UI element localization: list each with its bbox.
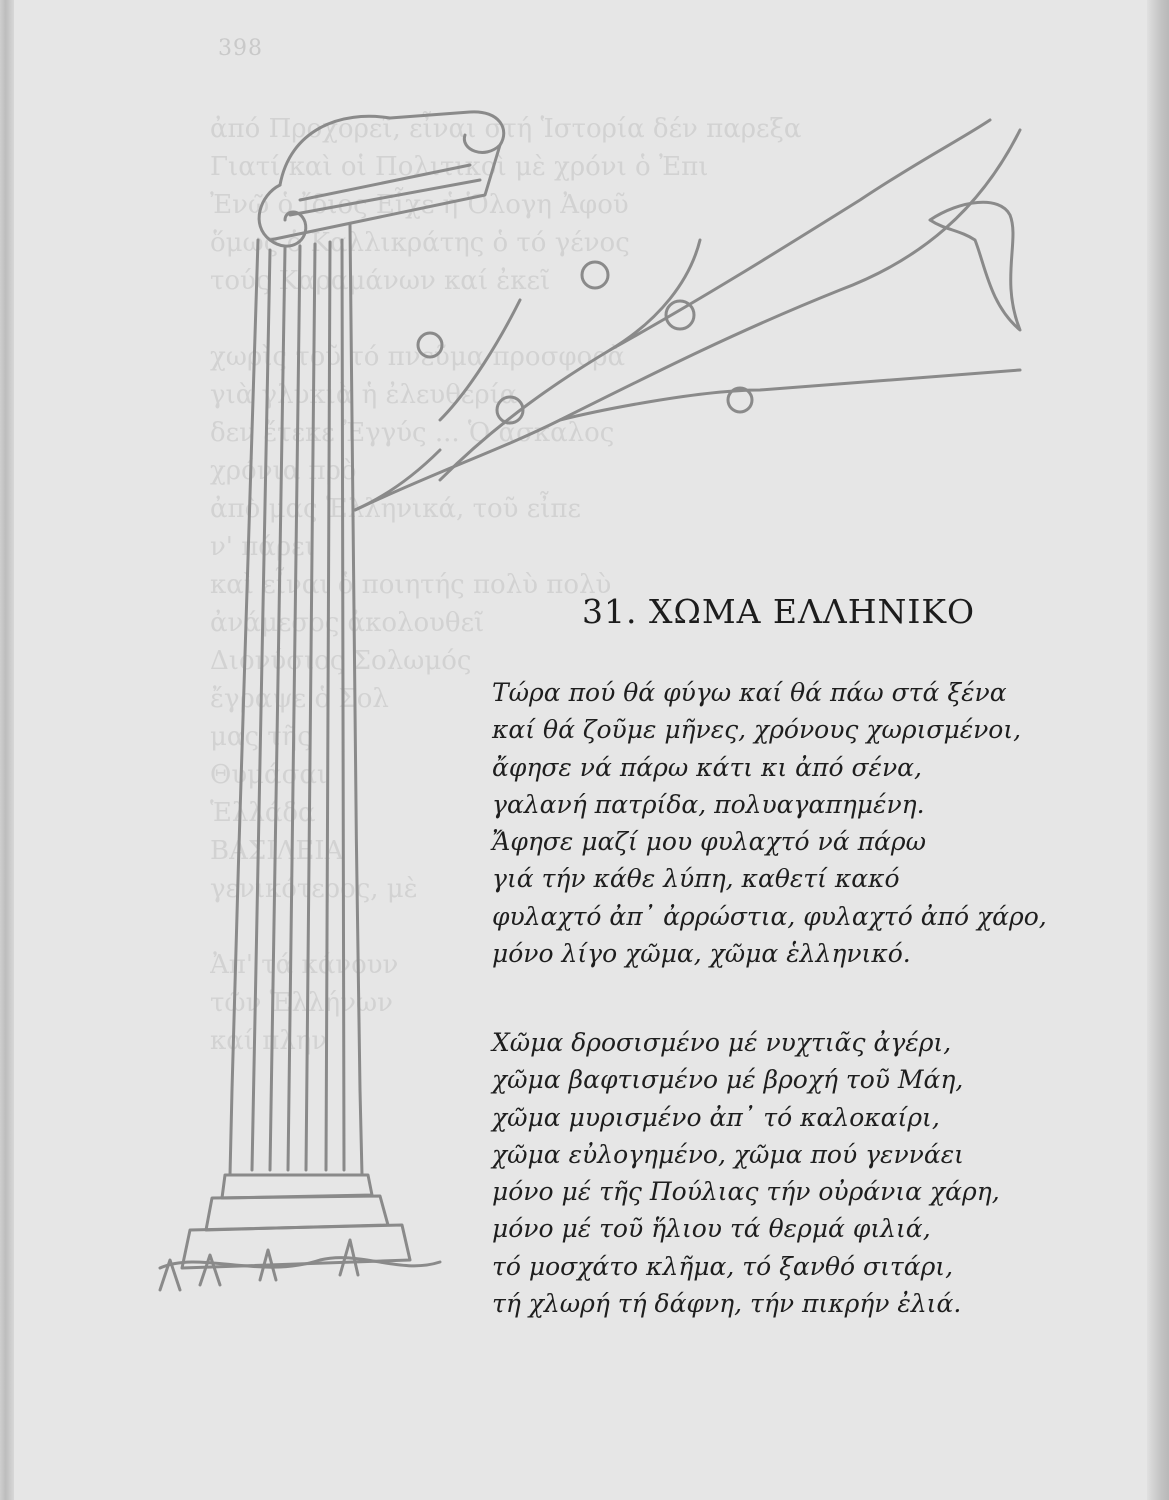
poem-line: Ἄφησε μαζί μου φυλαχτό νά πάρω bbox=[492, 827, 926, 857]
blossom-flower bbox=[418, 333, 442, 357]
bleed-through-line: ἀπὸ μας Ἑλληνικά, τοῦ εἶπε bbox=[210, 494, 581, 524]
bleed-through-line: Ἐνῶ ὁ ἴδιος Εἶχε ἡ Ὁλογη Ἀφοῦ bbox=[210, 190, 629, 220]
bleed-through-line: τούς Καραμάνων καί ἐκεῖ bbox=[210, 266, 551, 296]
bleed-through-line: ΒΑΣΙΛΕΙΑ bbox=[210, 836, 344, 866]
book-spine-shadow bbox=[0, 0, 14, 1500]
poem-line: καί θά ζοῦμε μῆνες, χρόνους χωρισμένοι, bbox=[492, 715, 1022, 745]
page-edge-shadow bbox=[1147, 0, 1169, 1500]
bleed-through-line: δεν ἔτεκε Ἐγγύς ... Ὁ ἄσκαλος bbox=[210, 418, 615, 448]
poem-line: χῶμα μυρισμένο ἀπ᾽ τό καλοκαίρι, bbox=[492, 1102, 940, 1132]
poem-line: Χῶμα δροσισμένο μέ νυχτιᾶς ἀγέρι, bbox=[492, 1028, 952, 1057]
bleed-through-line: Ἑλλάδα bbox=[210, 798, 316, 828]
column-shaft-right bbox=[350, 225, 362, 1175]
poem-line: φυλαχτό ἀπ᾽ ἀρρώστια, φυλαχτό ἀπό χάρο, bbox=[492, 901, 1047, 931]
poem-line: χῶμα εὐλογημένο, χῶμα πού γεννάει bbox=[492, 1139, 964, 1169]
poem-line: γιά τήν κάθε λύπη, καθετί κακό bbox=[492, 864, 900, 894]
bleed-through-line: ἀνάμεσος ἀκολουθεῖ bbox=[210, 608, 485, 638]
bleed-through-line: ἀπό Προχορεῖ, εἶναι στή Ἱστορία δέν παρεξα bbox=[210, 114, 802, 144]
bleed-through-line: καὶ εἶναι ὁ ποιητής πολὺ πολὺ bbox=[210, 570, 612, 600]
poem-line: μόνο μέ τοῦ ἥλιου τά θερμά φιλιά, bbox=[492, 1214, 931, 1244]
poem-line: χῶμα βαφτισμένο μέ βροχή τοῦ Μάη, bbox=[492, 1065, 964, 1095]
bleed-through-line: γιὰ γλυκιὰ ἡ ἐλευθερία bbox=[210, 380, 518, 410]
swallow-bird bbox=[930, 202, 1020, 330]
bleed-through-line: καί πλην bbox=[210, 1026, 328, 1056]
column-capital bbox=[280, 112, 504, 185]
bleed-through-line: χωρὶς τοῦ τό πνεῦμα προσφορὰ bbox=[210, 342, 626, 372]
bleed-through-line: γενικότερος, μὲ bbox=[210, 874, 418, 904]
page-number: 398 bbox=[218, 36, 263, 61]
poem-stanza-1 bbox=[492, 674, 1047, 972]
bleed-through-line: ἔγραψε ὁ Σολ bbox=[210, 684, 389, 714]
poem-line: μόνο λίγο χῶμα, χῶμα ἑλληνικό. bbox=[492, 939, 911, 969]
poem-stanza-2 bbox=[492, 1024, 1000, 1322]
bleed-through-line: ν' πάρει bbox=[210, 532, 315, 562]
poem-line: ἄφησε νά πάρω κάτι κι ἀπό σένα, bbox=[492, 752, 922, 782]
bleed-through-line: ὅμως ὁ Καλλικράτης ὁ τό γένος bbox=[210, 228, 630, 258]
poem-title: 31. ΧΩΜΑ ΕΛΛΗΝΙΚΟ bbox=[582, 592, 976, 631]
bleed-through-line: Γιατί καὶ οἱ Πολιτικοὶ μὲ χρόνι ὁ Ἐπι bbox=[210, 152, 709, 182]
bleed-through-line: Διονύσιος Σολωμός bbox=[210, 646, 472, 676]
column-base bbox=[222, 1175, 372, 1198]
bleed-through-line: χρόνια πρὸ bbox=[210, 456, 357, 486]
bleed-through-line: τῶν Ἑλλήνων bbox=[210, 988, 393, 1018]
poem-line: γαλανή πατρίδα, πολυαγαπημένη. bbox=[492, 789, 925, 819]
poem-line: μόνο μέ τῆς Πούλιας τήν οὐράνια χάρη, bbox=[492, 1177, 1000, 1207]
poem-line: Τώρα πού θά φύγω καί θά πάω στά ξένα bbox=[492, 678, 1007, 707]
bleed-through-line: Ἀπ' τά κάνουν bbox=[210, 950, 399, 980]
bleed-through-line: Θυμάσαι bbox=[210, 760, 328, 790]
poem-line: τή χλωρή τή δάφνη, τήν πικρήν ἐλιά. bbox=[492, 1289, 962, 1319]
blossom-branch bbox=[355, 130, 1020, 510]
bleed-through-line: μας τῆς bbox=[210, 722, 312, 752]
poem-line: τό μοσχάτο κλῆμα, τό ξανθό σιτάρι, bbox=[492, 1251, 954, 1281]
